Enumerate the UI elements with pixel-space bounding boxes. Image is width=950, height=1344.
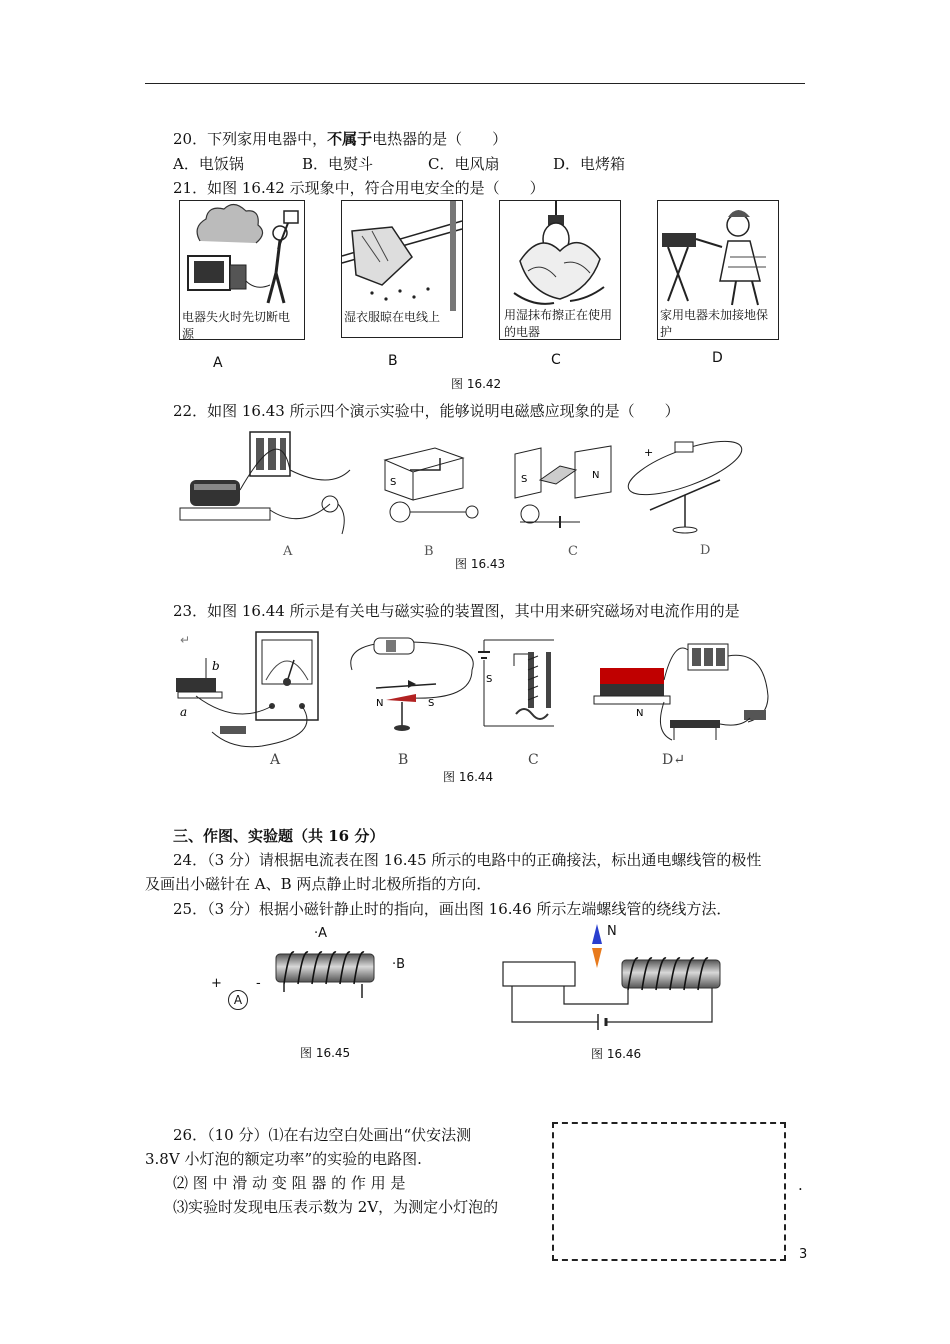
fig45-point-b: ·B bbox=[392, 957, 406, 972]
q23-letter-d: D↵ bbox=[662, 752, 685, 768]
q21-caption-d: 家用电器未加接地保护 bbox=[660, 308, 769, 339]
q21-letter-d: D bbox=[712, 350, 723, 366]
q20-option-a: A．电饭锅 bbox=[173, 155, 244, 173]
section-title: 三、作图、实验题（共 16 分） bbox=[173, 827, 385, 845]
q21-picture-c bbox=[499, 200, 621, 340]
q22-experiment-a bbox=[180, 432, 350, 534]
q26-line-2: 3.8V 小灯泡的额定功率”的实验的电路图. bbox=[145, 1150, 422, 1168]
q20-stem-post: 电热器的是（ ） bbox=[372, 130, 508, 148]
q23-apparatus-c bbox=[478, 640, 554, 726]
q23-d-n-label: N bbox=[636, 708, 644, 719]
q22-figure-caption: 图 16.43 bbox=[455, 557, 506, 571]
q22-b-s-label: S bbox=[390, 477, 397, 488]
q20-stem-bold: 不属于 bbox=[327, 130, 373, 148]
q23-letter-b: B bbox=[398, 752, 409, 768]
q23-figure-caption: 图 16.44 bbox=[443, 770, 494, 784]
q26-line-4: ⑶实验时发现电压表示数为 2V，为测定小灯泡的 bbox=[173, 1198, 499, 1216]
q20-option-d: D．电烤箱 bbox=[553, 155, 626, 173]
q21-stem: 21．如图 16.42 示现象中，符合用电安全的是（ ） bbox=[173, 179, 545, 197]
q23-apparatus-figure bbox=[176, 630, 816, 750]
q22-letter-b: B bbox=[424, 544, 434, 559]
fig46-caption: 图 16.46 bbox=[591, 1047, 642, 1061]
q22-c-n-label: N bbox=[592, 470, 600, 481]
header-rule bbox=[145, 83, 805, 84]
q21-letter-b: B bbox=[388, 353, 398, 369]
q21-picture-a bbox=[179, 200, 305, 340]
wet-cloth-bulb-illustration bbox=[500, 201, 620, 311]
q23-apparatus-d bbox=[594, 644, 768, 740]
q21-caption-a: 电器失火时先切断电源 bbox=[182, 310, 291, 341]
q22-experiments-figure bbox=[180, 430, 820, 540]
q20-stem bbox=[173, 128, 507, 150]
q21-letter-a: A bbox=[213, 355, 223, 371]
q22-experiment-c bbox=[515, 446, 611, 528]
q26-answer-dot: . bbox=[798, 1176, 803, 1194]
fig46-north-label: N bbox=[607, 924, 617, 939]
q23-a-label-b: b bbox=[212, 659, 220, 673]
q22-letter-d: D bbox=[700, 543, 711, 558]
fig45-point-a: ·A bbox=[314, 926, 328, 941]
compass-needle-icon bbox=[592, 924, 602, 968]
q22-experiment-d bbox=[622, 431, 747, 533]
q21-picture-d bbox=[657, 200, 779, 340]
q21-caption-b: 湿衣服晾在电线上 bbox=[344, 310, 441, 324]
left-solenoid-core bbox=[503, 962, 575, 986]
q23-c-s-label: S bbox=[486, 674, 493, 685]
q23-a-label-a: a bbox=[180, 705, 188, 719]
q22-letter-c: C bbox=[568, 544, 578, 559]
q24-line-1: 24．（3 分）请根据电流表在图 16.45 所示的电路中的正确接法，标出通电螺线管的极性 bbox=[173, 851, 762, 869]
q24-line-2: 及画出小磁针在 A、B 两点静止时北极所指的方向． bbox=[145, 875, 492, 893]
fig45-solenoid bbox=[240, 940, 390, 1010]
ungrounded-appliance-illustration bbox=[658, 201, 778, 311]
q23-letter-a: A bbox=[270, 752, 281, 768]
ammeter-icon: A bbox=[228, 990, 248, 1010]
q23-b-n-label: N bbox=[376, 698, 384, 709]
q20-option-c: C．电风扇 bbox=[428, 155, 500, 173]
q23-b-s-label: S bbox=[428, 698, 435, 709]
svg-text:+: + bbox=[644, 446, 654, 459]
fire-appliance-illustration bbox=[180, 201, 304, 311]
circuit-drawing-area[interactable] bbox=[552, 1122, 786, 1261]
q21-figure-caption: 图 16.42 bbox=[451, 377, 502, 391]
q23-letter-c: C bbox=[528, 752, 539, 768]
q20-option-b: B．电熨斗 bbox=[302, 155, 374, 173]
q21-picture-b bbox=[341, 200, 463, 338]
q20-stem-pre: 20．下列家用电器中， bbox=[173, 130, 328, 148]
q25-line-1: 25．（3 分）根据小磁针静止时的指向，画出图 16.46 所示左端螺线管的绕线方法． bbox=[173, 900, 732, 918]
q22-stem: 22．如图 16.43 所示四个演示实验中，能够说明电磁感应现象的是（ ） bbox=[173, 402, 680, 420]
q23-apparatus-a bbox=[176, 632, 318, 747]
q23-a-arrow-mark: ↵ bbox=[180, 633, 191, 647]
wet-clothes-on-wire-illustration bbox=[342, 201, 462, 311]
q22-c-s-label: S bbox=[521, 474, 528, 485]
fig45-caption: 图 16.45 bbox=[300, 1046, 351, 1060]
q23-stem: 23．如图 16.44 所示是有关电与磁实验的装置图，其中用来研究磁场对电流作用的是 bbox=[173, 602, 740, 620]
fig45-plus-sign: + bbox=[211, 976, 222, 991]
q22-letter-a: A bbox=[283, 544, 293, 559]
q22-experiment-b bbox=[385, 448, 478, 522]
q21-caption-c: 用湿抹布擦正在使用的电器 bbox=[504, 308, 613, 339]
page-number: 3 bbox=[799, 1247, 808, 1262]
q23-apparatus-b bbox=[351, 638, 474, 731]
q26-line-3: ⑵ 图 中 滑 动 变 阻 器 的 作 用 是 bbox=[173, 1174, 406, 1192]
q21-letter-c: C bbox=[551, 352, 561, 368]
fig45-minus-sign: - bbox=[256, 976, 261, 991]
q26-line-1: 26．（10 分）⑴在右边空白处画出“伏安法测 bbox=[173, 1126, 472, 1144]
